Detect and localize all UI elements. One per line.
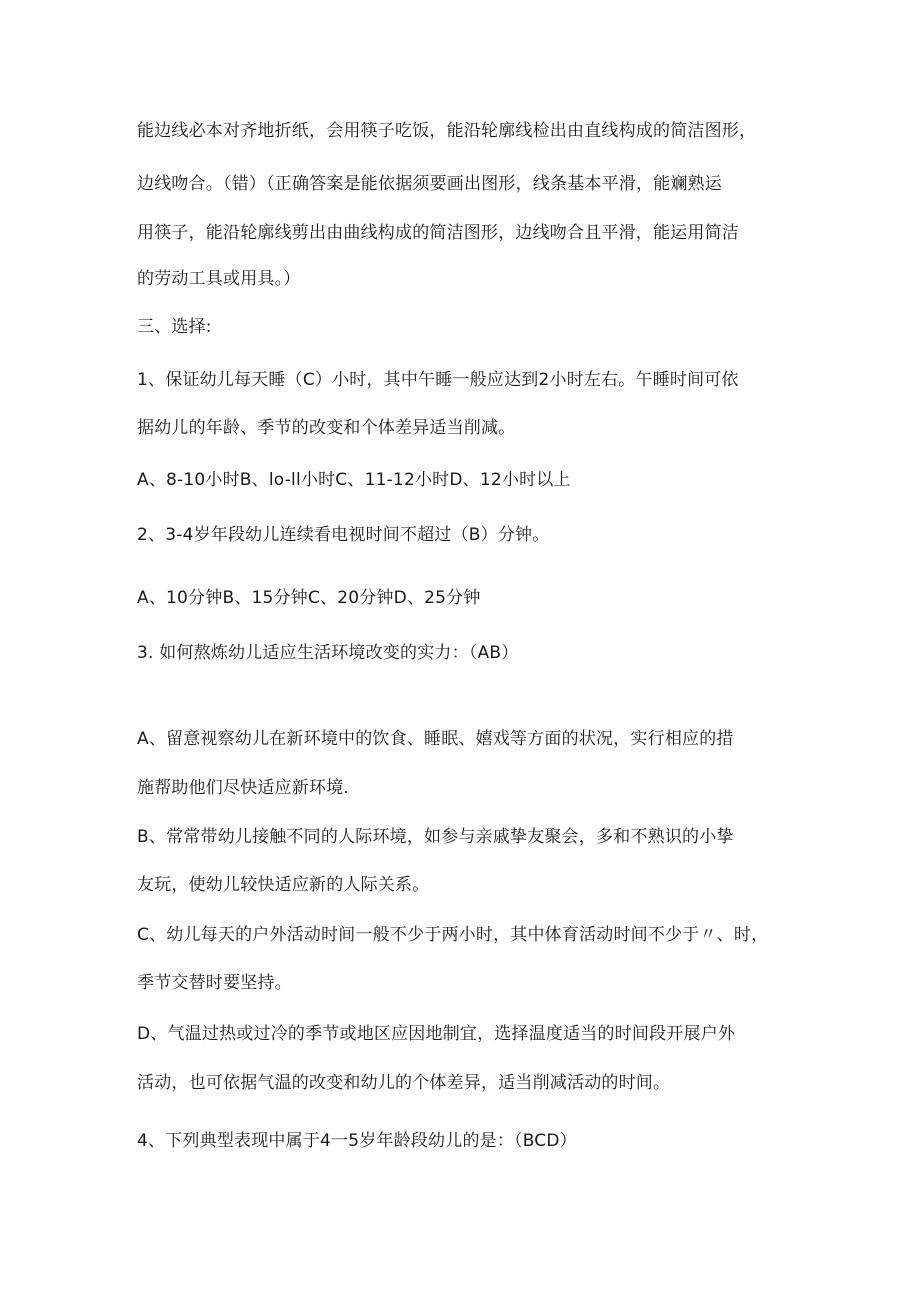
answer-line: C、幼儿每天的户外活动时间一般不少于两小时，其中体育活动时间不少于〃、时，: [137, 925, 769, 945]
question-line: 1、保证幼儿每天睡（C）小时，其中午睡一般应达到2小时左右。午睡时间可依: [137, 370, 739, 390]
question-line: 4、下列典型表现中属于4一5岁年龄段幼儿的是：（BCD）: [137, 1131, 577, 1151]
question-line: 3. 如何熬炼幼儿适应生活环境改变的实力：（AB）: [137, 643, 519, 663]
question-line: 2、3-4岁年段幼儿连续看电视时间不超过（B）分钟。: [137, 525, 550, 545]
answer-line: 季节交替时要坚持。: [137, 973, 292, 993]
answer-line: 施帮助他们尽快适应新环境.: [137, 778, 350, 798]
options-line: A、8-10小时B、lo-ll小时C、11-12小时D、12小时以上: [137, 470, 571, 490]
text-line: 的劳动工具或用具。）: [137, 269, 301, 289]
options-line: A、10分钟B、15分钟C、20分钟D、25分钟: [137, 588, 481, 608]
answer-line: 活动，也可依据气温的改变和幼儿的个体差异，适当削减活动的时间。: [137, 1073, 671, 1093]
answer-line: A、留意视察幼儿在新环境中的饮食、睡眠、嬉戏等方面的状况，实行相应的措: [137, 729, 734, 749]
text-line: 用筷子，能沿轮廓线剪出由曲线构成的简洁图形，边线吻合且平滑，能运用简洁: [137, 223, 739, 243]
answer-line: B、常常带幼儿接触不同的人际环境，如参与亲戚挚友聚会，多和不熟识的小挚: [137, 827, 734, 847]
text-line: 边线吻合。（错）（正确答案是能依据须要画出图形，线条基本平滑，能斓熟运: [137, 174, 722, 194]
section-heading: 三、选择:: [137, 317, 212, 337]
answer-line: D、气温过热或过冷的季节或地区应因地制宜，选择温度适当的时间段开展户外: [137, 1024, 736, 1044]
text-line: 能边线必本对齐地折纸，会用筷子吃饭，能沿轮廓线检出由直线构成的简洁图形，: [137, 121, 757, 141]
question-line: 据幼儿的年龄、季节的改变和个体差异适当削减。: [137, 418, 516, 438]
answer-line: 友玩，使幼儿较快适应新的人际关系。: [137, 875, 430, 895]
